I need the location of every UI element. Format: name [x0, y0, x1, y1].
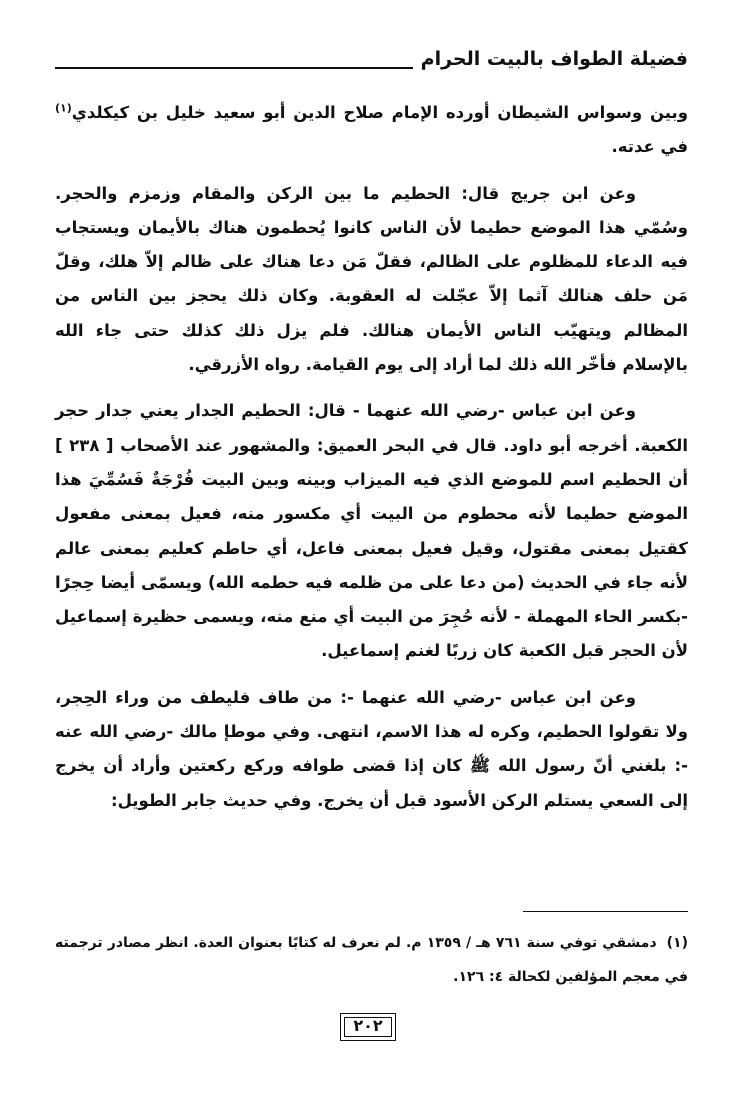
header-rule: [55, 67, 448, 69]
footnote-reference[interactable]: (١): [55, 101, 72, 115]
paragraph-4: وعن ابن عباس -رضي الله عنهما -: من طاف فليطف من وراء الحِجر، ولا تقولوا الحطيم، وكره له هذا الاسم، انتهى. وفي موطإ مالك -رضي الله عنه -: بلغني أنّ رسول الله ﷺ كان إذا قضى طوافه وركع ركعتين وأراد أن يخرج إلى السعي يستلم الركن الأسود قبل أن يخرج. وفي حديث جابر الطويل:: [55, 687, 688, 810]
page-number-inner-frame: [344, 1017, 392, 1037]
paragraph-2: وعن ابن جريج قال: الحطيم ما بين الركن والمقام وزمزم والحجر. وسُمّي هذا الموضع حطيما لأن الناس كانوا يُحطمون هناك بالأيمان ويستجاب فيه الدعاء للمظلوم على الظالم، فقلّ مَن دعا هناك على ظالم إلاّ هلك، وقلّ مَن حلف هنالك آثما إلاّ عجّلت له العقوبة. وكان ذلك يحجز بين الناس من المظالم ويتهيّب الناس الأيمان هنالك. فلم يزل ذلك كذلك حتى جاء الله بالإسلام فأخّر الله ذلك لما أراد إلى يوم القيامة. رواه الأزرقي.: [55, 183, 688, 375]
paragraph-3: وعن ابن عباس -رضي الله عنهما - قال: الحطيم الجدار يعني جدار حجر الكعبة. أخرجه أبو داود. قال في البحر العميق: والمشهور عند الأصحاب [ ٢٣٨ ] أن الحطيم اسم للموضع الذي فيه الميزاب وبينه وبين البيت فُرْجَةٌ فَسُمِّيَ هذا الموضع حطيما لأنه محطوم من البيت أي مكسور منه، فعيل بمعنى مفعول كقتيل بمعنى مقتول، وقيل فعيل بمعنى فاعل، أي حاطم كعليم بمعنى عالم لأنه جاء في الحديث (من دعا على من ظلمه فيه حطمه الله) ويسمّى أيضا حِجرًا -بكسر الحاء المهملة - لأنه حُجِرَ من البيت أي منع منه، ويسمى حظيرة إسماعيل لأن الحجر قبل الكعبة كان زربًا لغنم إسماعيل.: [55, 401, 688, 661]
footnote-number: (١): [666, 935, 688, 951]
page-number-box: [340, 1013, 396, 1041]
footnote-separator: [523, 911, 688, 912]
footnote-text: دمشقي توفي سنة ٧٦١ هـ / ١٣٥٩ م. لم نعرف له كتابًا بعنوان العدة. انظر مصادر ترجمته في معجم المؤلفين لكحالة ٤: ١٢٦.: [55, 935, 688, 985]
paragraph-1-text: وبين وسواس الشيطان أورده الإمام صلاح الدين أبو سعيد خليل بن كيكلدي: [71, 103, 688, 122]
paragraph-1: [55, 96, 688, 165]
paragraph-1-text-end: في عدته.: [611, 137, 688, 157]
footnote: [55, 926, 688, 994]
main-text: [55, 96, 688, 830]
running-header-title: فضيلة الطواف بالبيت الحرام: [413, 48, 688, 70]
page-number: ٢٠٢: [353, 1016, 383, 1035]
running-header: [55, 44, 688, 80]
